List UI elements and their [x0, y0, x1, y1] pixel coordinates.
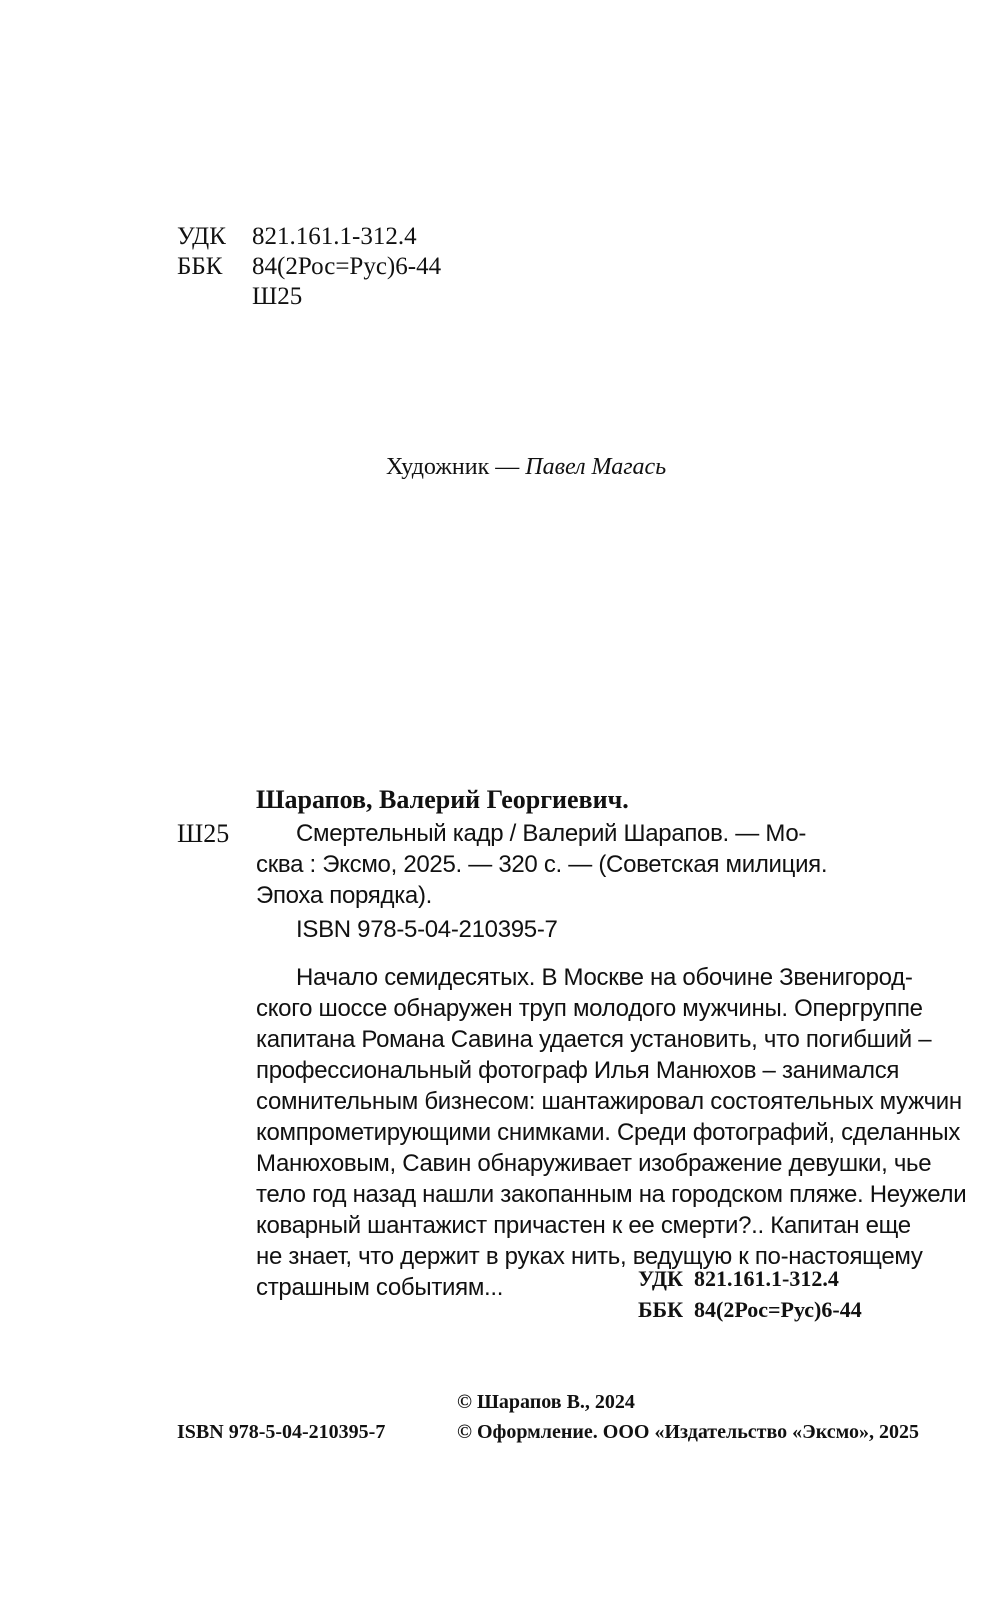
annotation-line: ского шоссе обнаружен труп молодого мужчины. Опергруппе: [256, 995, 923, 1022]
description-line: Смертельный кадр / Валерий Шарапов. — Мо-: [296, 820, 807, 847]
artist-name: Павел Магась: [525, 454, 667, 480]
annotation-line: компрометирующими снимками. Среди фотографий, сделанных: [256, 1119, 961, 1146]
catalog-udk-label: УДК: [638, 1266, 684, 1291]
catalog-isbn: ISBN 978-5-04-210395-7: [296, 916, 558, 943]
artist-credit: [386, 452, 666, 482]
annotation-line: коварный шантажист причастен к ее смерти?.. Капитан еще: [256, 1212, 911, 1239]
catalog-bbk-value: 84(2Рос=Рус)6-44: [694, 1297, 862, 1322]
udk-label: УДК: [177, 223, 226, 250]
catalog-codes: [638, 1263, 862, 1325]
description-line: Эпоха порядка).: [256, 882, 433, 909]
bbk-label: ББК: [177, 253, 223, 280]
bbk-value: 84(2Рос=Рус)6-44: [252, 253, 442, 280]
annotation-line: профессиональный фотограф Илья Манюхов – занимался: [256, 1057, 900, 1084]
annotation: [256, 962, 967, 1303]
annotation-line: не знает, что держит в руках нить, ведущую к по-настоящему: [256, 1243, 923, 1270]
annotation-line: страшным событиям...: [256, 1274, 504, 1301]
copyright-block: [457, 1387, 919, 1447]
bbk-row: [177, 252, 441, 282]
artist-role: Художник —: [386, 454, 526, 480]
cutter-row: [177, 282, 441, 312]
annotation-line: сомнительным бизнесом: шантажировал состоятельных мужчин: [256, 1088, 962, 1115]
classification-block: [177, 222, 441, 312]
description-line: сква : Эксмо, 2025. — 320 с. — (Советская милиция.: [256, 851, 828, 878]
catalog-bbk-row: [638, 1294, 862, 1325]
catalog-isbn-block: [256, 914, 892, 945]
udk-row: [177, 222, 441, 252]
catalog-udk-value: 821.161.1-312.4: [694, 1266, 839, 1291]
cutter-code: Ш25: [252, 283, 303, 310]
annotation-line: Манюховым, Савин обнаруживает изображение девушки, чье: [256, 1150, 932, 1177]
catalog-udk-row: [638, 1263, 862, 1294]
annotation-line: капитана Романа Савина удается установить, что погибший –: [256, 1026, 932, 1053]
bibliographic-description: [256, 818, 892, 911]
catalog-cutter: Ш25: [177, 819, 230, 848]
catalog-bbk-label: ББК: [638, 1297, 684, 1322]
annotation-line: тело год назад нашли закопанным на городском пляже. Неужели: [256, 1181, 967, 1208]
copyright-author: © Шарапов В., 2024: [457, 1391, 635, 1413]
footer-isbn: ISBN 978-5-04-210395-7: [177, 1421, 386, 1443]
udk-value: 821.161.1-312.4: [252, 223, 417, 250]
annotation-line: Начало семидесятых. В Москве на обочине Звенигород-: [296, 964, 913, 991]
catalog-author: Шарапов, Валерий Георгиевич.: [256, 785, 629, 814]
copyright-design: © Оформление. ООО «Издательство «Эксмо», 2025: [457, 1421, 919, 1443]
